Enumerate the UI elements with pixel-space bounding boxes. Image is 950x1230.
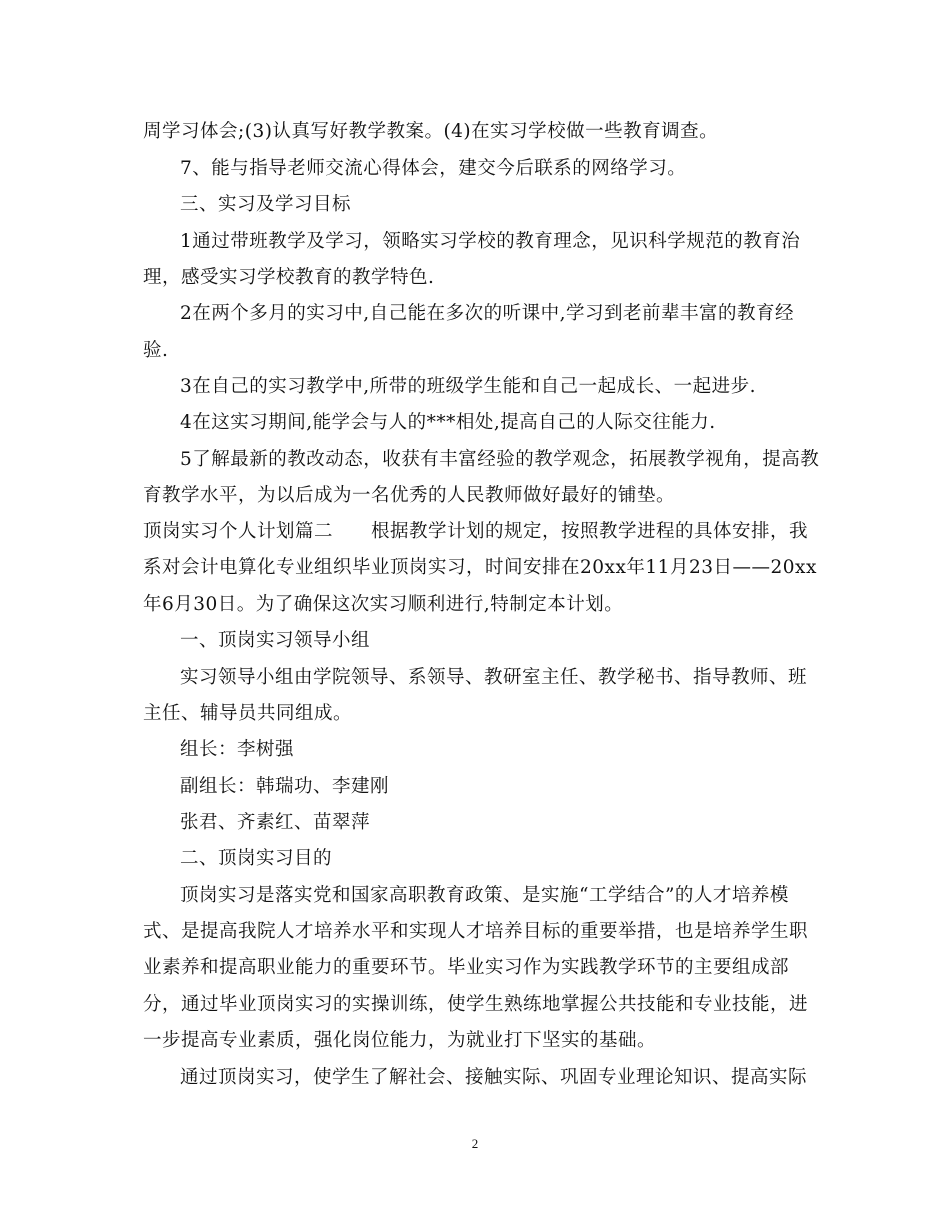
text-line: 2在两个多月的实习中,自己能在多次的听课中,学习到老前辈丰富的教育经 (180, 303, 795, 324)
text-line: 实习领导小组由学院领导、系领导、教研室主任、教学秘书、指导教师、班 (180, 667, 808, 688)
text-line: 组长：李树强 (180, 739, 295, 760)
text-line: 顶岗实习是落实党和国家高职教育政策、是实施“工学结合”的人才培养模 (180, 885, 789, 906)
text-line: 1通过带班教学及学习，领略实习学校的教育理念，见识科学规范的教育治 (180, 231, 801, 252)
text-line: 5了解最新的教改动态，收获有丰富经验的教学观念，拓展教学视角，提高教 (180, 449, 820, 470)
text-line: 3在自己的实习教学中,所带的班级学生能和自己一起成长、一起进步. (180, 376, 757, 397)
text-line: 系对会计电算化专业组织毕业顶岗实习，时间安排在20xx年11月23日——20xx (143, 557, 817, 578)
text-line: 一步提高专业素质，强化岗位能力，为就业打下坚实的基础。 (143, 1030, 657, 1051)
text-line: 分，通过毕业顶岗实习的实操训练，使学生熟练地掌握公共技能和专业技能，进 (143, 994, 809, 1015)
text-line: 周学习体会;(3)认真写好教学教案。(4)在实习学校做一些教育调查。 (143, 121, 719, 142)
section-heading: 二、顶岗实习目的 (180, 848, 333, 869)
text-line: 式、是提高我院人才培养水平和实现人才培养目标的重要举措，也是培养学生职 (143, 921, 809, 942)
text-line: 7、能与指导老师交流心得体会，建交今后联系的网络学习。 (180, 158, 687, 179)
text-line: 4在这实习期间,能学会与人的***相处,提高自己的人际交往能力. (180, 412, 716, 433)
text-line: 顶岗实习个人计划篇二 根据教学计划的规定，按照教学进程的具体安排，我 (143, 521, 809, 542)
text-line: 业素养和提高职业能力的重要环节。毕业实习作为实践教学环节的主要组成部 (143, 957, 790, 978)
text-line: 理，感受实习学校教育的教学特色. (143, 267, 435, 288)
text-line: 育教学水平，为以后成为一名优秀的人民教师做好最好的铺垫。 (143, 485, 676, 506)
section-heading: 一、顶岗实习领导小组 (180, 630, 371, 651)
text-line: 验. (143, 340, 169, 361)
text-line: 主任、辅导员共同组成。 (143, 703, 353, 724)
text-line: 张君、齐素红、苗翠萍 (180, 812, 371, 833)
text-line: 副组长：韩瑞功、李建刚 (180, 776, 390, 797)
text-line: 通过顶岗实习，使学生了解社会、接触实际、巩固专业理论知识、提高实际 (180, 1067, 808, 1088)
section-heading: 三、实习及学习目标 (180, 194, 352, 215)
page-number: 2 (471, 1136, 479, 1151)
text-line: 年6月30日。为了确保这次实习顺利进行,特制定本计划。 (143, 594, 624, 615)
